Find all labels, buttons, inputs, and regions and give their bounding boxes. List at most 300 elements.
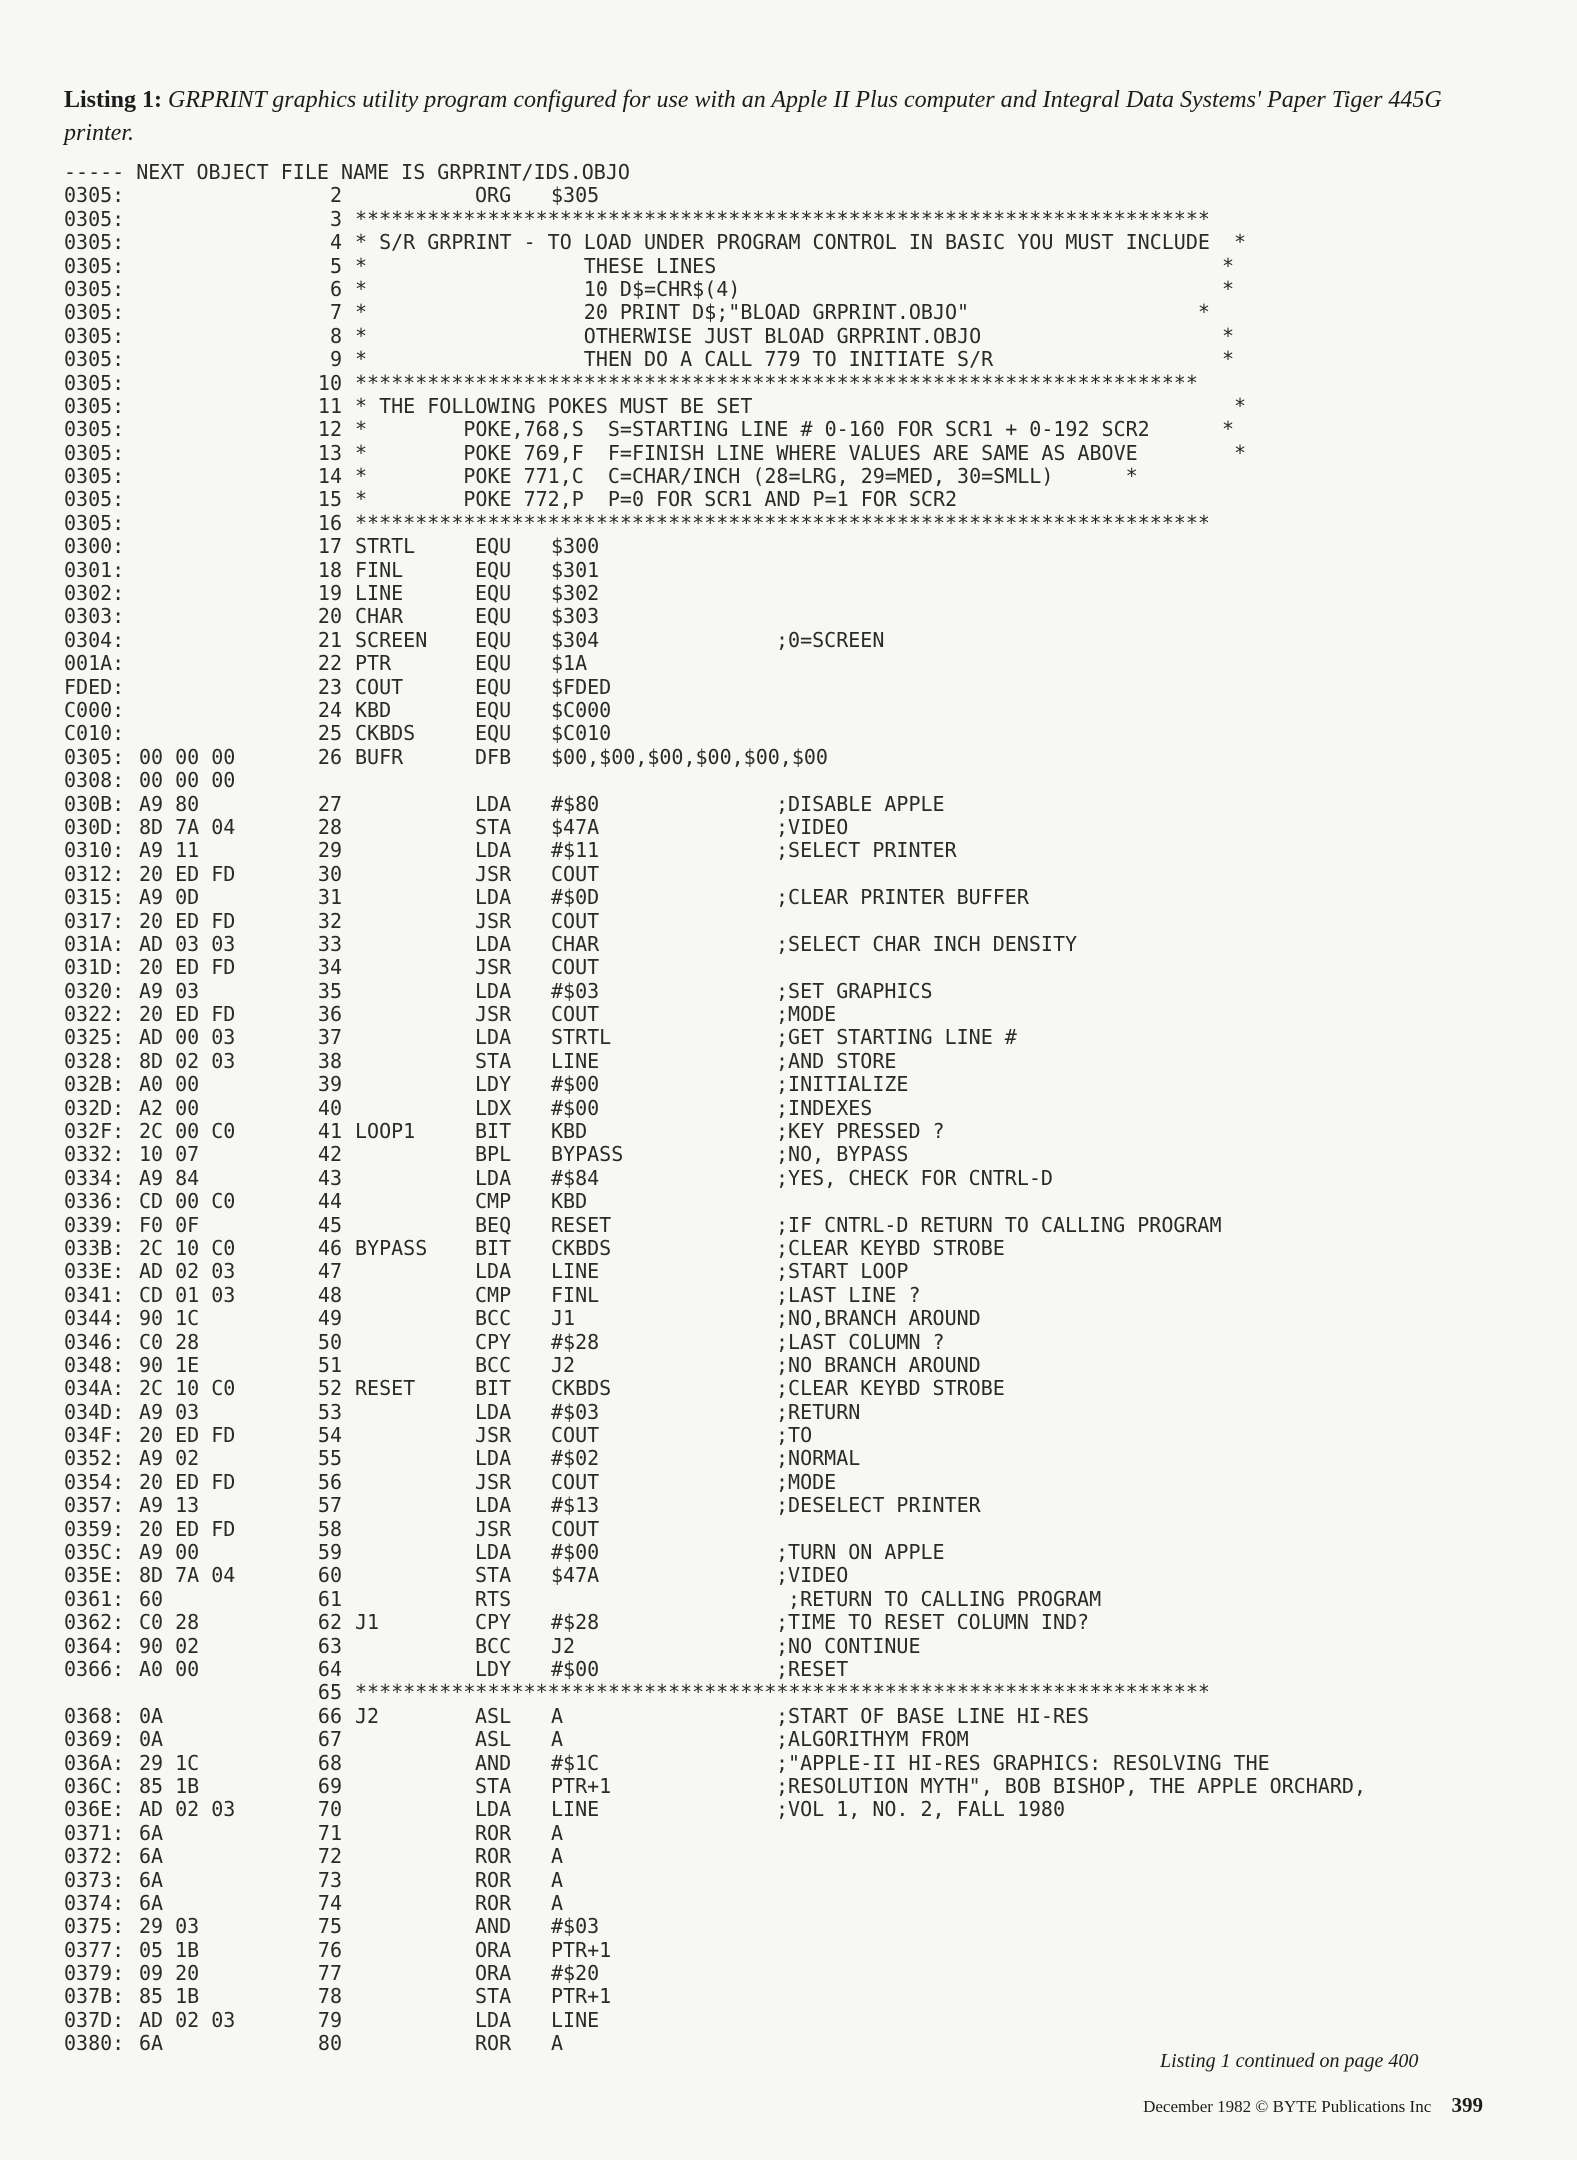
line-opcode: DFB: [475, 744, 512, 769]
line-operand: #$03: [551, 1914, 600, 1939]
listing-header: ----- NEXT OBJECT FILE NAME IS GRPRINT/IDS.OBJO: [64, 160, 630, 184]
line-address: 0346:: [64, 1329, 125, 1354]
line-number: 62: [317, 1610, 342, 1635]
line-opcode: ORA: [475, 1937, 512, 1962]
line-address: 0374:: [64, 1890, 125, 1915]
line-operand: $302: [551, 581, 600, 606]
listing-line: [64, 512, 1514, 535]
line-address: 0328:: [64, 1048, 125, 1073]
line-number: 18: [317, 557, 342, 582]
line-opcode: EQU: [475, 627, 512, 652]
line-opcode: EQU: [475, 674, 512, 699]
line-address: 0364:: [64, 1633, 125, 1658]
line-text: * THESE LINES *: [355, 253, 1234, 278]
line-address: 032F:: [64, 1119, 125, 1144]
line-operand: #$28: [551, 1329, 600, 1354]
line-address: 0344:: [64, 1306, 125, 1331]
line-bytes: AD 02 03: [139, 1259, 236, 1284]
line-bytes: 20 ED FD: [139, 1516, 236, 1541]
line-comment: ;CLEAR PRINTER BUFFER: [776, 885, 1029, 910]
line-number: 28: [317, 814, 342, 839]
line-opcode: EQU: [475, 697, 512, 722]
line-label: [355, 1331, 475, 1354]
line-comment: ;NORMAL: [776, 1446, 861, 1471]
listing-line: [64, 1588, 1514, 1611]
line-operand: COUT: [551, 1002, 600, 1027]
line-opcode: BIT: [475, 1235, 512, 1260]
listing-line: [64, 605, 1514, 628]
line-bytes: 8D 7A 04: [139, 814, 236, 839]
line-label: [355, 1214, 475, 1237]
listing-line: [64, 559, 1514, 582]
line-label: [355, 956, 475, 979]
line-operand: CHAR: [551, 931, 600, 956]
line-opcode: JSR: [475, 861, 512, 886]
line-address: 0339:: [64, 1212, 125, 1237]
line-text: ***********************************************************************: [355, 1680, 1210, 1705]
listing-line: [64, 301, 1514, 324]
line-comment: ;INITIALIZE: [776, 1072, 909, 1097]
line-label: [355, 839, 475, 862]
line-comment: ;START OF BASE LINE HI-RES: [776, 1703, 1090, 1728]
line-label: [355, 1494, 475, 1517]
line-opcode: ROR: [475, 1867, 512, 1892]
line-label: [355, 1190, 475, 1213]
line-address: 0300:: [64, 534, 125, 559]
line-operand: A: [551, 1890, 564, 1915]
line-bytes: [139, 535, 300, 558]
listing-line: [64, 1681, 1514, 1704]
line-operand: $304: [551, 627, 600, 652]
line-number: 50: [317, 1329, 342, 1354]
listing-line: [64, 652, 1514, 675]
listing-line: [64, 582, 1514, 605]
line-address: 0305:: [64, 440, 125, 465]
listing-line: [64, 1260, 1514, 1283]
line-opcode: STA: [475, 1563, 512, 1588]
line-bytes: [139, 1681, 300, 1704]
line-operand: A: [551, 1867, 564, 1892]
listing-line: [64, 1471, 1514, 1494]
line-text: * 20 PRINT D$;"BLOAD GRPRINT.OBJO" *: [355, 300, 1210, 325]
line-address: 0305:: [64, 510, 125, 535]
line-bytes: [139, 184, 300, 207]
line-bytes: 8D 02 03: [139, 1048, 236, 1073]
line-opcode: LDA: [475, 1540, 512, 1565]
line-address: 0305:: [64, 744, 125, 769]
assembly-listing: [64, 161, 1514, 2056]
line-address: 0305:: [64, 300, 125, 325]
line-label: [355, 1939, 475, 1962]
line-address: 001A:: [64, 651, 125, 676]
listing-line: [64, 1190, 1514, 1213]
line-number: 40: [317, 1095, 342, 1120]
line-comment: ;LAST COLUMN ?: [776, 1329, 945, 1354]
listing-line: [64, 1728, 1514, 1751]
line-address: 0305:: [64, 393, 125, 418]
line-label: J2: [355, 1703, 380, 1728]
line-number: 75: [317, 1914, 342, 1939]
line-bytes: 29 03: [139, 1914, 200, 1939]
line-number: 15: [317, 487, 342, 512]
line-address: 0305:: [64, 276, 125, 301]
line-opcode: CPY: [475, 1610, 512, 1635]
listing-line: [64, 278, 1514, 301]
listing-line: [64, 1097, 1514, 1120]
line-bytes: [139, 442, 300, 465]
line-opcode: ASL: [475, 1727, 512, 1752]
listing-line: [64, 722, 1514, 745]
line-operand: $47A: [551, 814, 600, 839]
line-operand: COUT: [551, 861, 600, 886]
line-operand: J2: [551, 1633, 576, 1658]
line-operand: #$00: [551, 1540, 600, 1565]
line-comment: ;RESET: [776, 1657, 849, 1681]
line-comment: ;CLEAR KEYBD STROBE: [776, 1376, 1005, 1401]
line-opcode: LDX: [475, 1095, 512, 1120]
line-address: 0302:: [64, 581, 125, 606]
line-text: * THEN DO A CALL 779 TO INITIATE S/R *: [355, 347, 1234, 372]
line-address: 0322:: [64, 1002, 125, 1027]
listing-line: [64, 1985, 1514, 2008]
line-label: CHAR: [355, 604, 404, 629]
line-number: 19: [317, 581, 342, 606]
line-opcode: [475, 769, 551, 792]
listing-line: [64, 1120, 1514, 1143]
line-number: 17: [317, 534, 342, 559]
line-bytes: [139, 348, 300, 371]
line-number: 42: [317, 1142, 342, 1167]
line-opcode: ROR: [475, 2031, 512, 2056]
line-label: [355, 816, 475, 839]
line-number: 23: [317, 674, 342, 699]
line-number: 38: [317, 1048, 342, 1073]
line-number: 10: [317, 370, 342, 395]
line-operand: [551, 1588, 776, 1611]
line-label: [355, 1143, 475, 1166]
line-text: ***********************************************************************: [355, 510, 1210, 535]
line-bytes: [139, 278, 300, 301]
line-bytes: A9 0D: [139, 885, 200, 910]
line-opcode: LDA: [475, 1446, 512, 1471]
line-number: 58: [317, 1516, 342, 1541]
line-number: 44: [317, 1189, 342, 1214]
listing-line: [64, 1377, 1514, 1400]
line-operand: $300: [551, 534, 600, 559]
line-comment: ;TO: [776, 1423, 813, 1448]
line-address: 0305:: [64, 253, 125, 278]
line-bytes: 10 07: [139, 1142, 200, 1167]
line-label: [355, 2032, 475, 2055]
line-address: 036E:: [64, 1797, 125, 1822]
line-number: 22: [317, 651, 342, 676]
line-address: 032B:: [64, 1072, 125, 1097]
line-bytes: 20 ED FD: [139, 955, 236, 980]
line-bytes: [139, 605, 300, 628]
line-operand: [551, 769, 776, 792]
line-bytes: A0 00: [139, 1072, 200, 1097]
line-label: [355, 1284, 475, 1307]
listing-line: [64, 442, 1514, 465]
line-operand: STRTL: [551, 1025, 612, 1050]
line-bytes: [139, 699, 300, 722]
line-address: 0334:: [64, 1165, 125, 1190]
listing-line: [64, 1073, 1514, 1096]
line-comment: ;LAST LINE ?: [776, 1282, 921, 1307]
line-bytes: 00 00 00: [139, 768, 236, 793]
line-number: 73: [317, 1867, 342, 1892]
page-number: 399: [1451, 2093, 1483, 2117]
line-label: RESET: [355, 1376, 416, 1401]
listing-line: [64, 535, 1514, 558]
line-address: 031A:: [64, 931, 125, 956]
line-number: 30: [317, 861, 342, 886]
line-bytes: 90 02: [139, 1633, 200, 1658]
line-number: 57: [317, 1493, 342, 1518]
line-address: 034F:: [64, 1423, 125, 1448]
page-footer: [1143, 2093, 1483, 2118]
line-comment: ;GET STARTING LINE #: [776, 1025, 1017, 1050]
line-number: 31: [317, 885, 342, 910]
line-number: 69: [317, 1773, 342, 1798]
line-bytes: A0 00: [139, 1657, 200, 1681]
line-address: 033B:: [64, 1235, 125, 1260]
line-bytes: C0 28: [139, 1610, 200, 1635]
line-opcode: LDY: [475, 1072, 512, 1097]
line-comment: ;RESOLUTION MYTH", BOB BISHOP, THE APPLE ORCHARD,: [776, 1773, 1367, 1798]
listing-line: [64, 886, 1514, 909]
line-address: 0359:: [64, 1516, 125, 1541]
listing-line: [64, 1026, 1514, 1049]
line-operand: #$13: [551, 1493, 600, 1518]
line-comment: ;DESELECT PRINTER: [776, 1493, 981, 1518]
continued-note: Listing 1 continued on page 400: [1160, 2050, 1419, 2072]
line-number: 37: [317, 1025, 342, 1050]
line-operand: LINE: [551, 1048, 600, 1073]
line-opcode: ROR: [475, 1890, 512, 1915]
line-label: [355, 1354, 475, 1377]
line-opcode: JSR: [475, 1423, 512, 1448]
line-operand: COUT: [551, 908, 600, 933]
line-bytes: 90 1C: [139, 1306, 200, 1331]
line-bytes: [139, 372, 300, 395]
line-opcode: BIT: [475, 1376, 512, 1401]
listing-line: [64, 395, 1514, 418]
line-operand: LINE: [551, 1259, 600, 1284]
line-label: [355, 1307, 475, 1330]
line-opcode: LDA: [475, 2007, 512, 2032]
line-label: [355, 863, 475, 886]
listing-line: [64, 1331, 1514, 1354]
listing-line: [64, 488, 1514, 511]
line-label: [355, 1892, 475, 1915]
line-operand: $FDED: [551, 674, 612, 699]
line-address: 0354:: [64, 1469, 125, 1494]
line-number: 66: [317, 1703, 342, 1728]
line-opcode: LDA: [475, 978, 512, 1003]
line-opcode: BEQ: [475, 1212, 512, 1237]
line-address: 0362:: [64, 1610, 125, 1635]
line-comment: ;SELECT CHAR INCH DENSITY: [776, 931, 1078, 956]
line-operand: PTR+1: [551, 1773, 612, 1798]
line-number: 47: [317, 1259, 342, 1284]
line-bytes: AD 02 03: [139, 1797, 236, 1822]
footer-credit: December 1982 © BYTE Publications Inc: [1143, 2097, 1432, 2116]
line-address: 0368:: [64, 1703, 125, 1728]
line-bytes: 29 1C: [139, 1750, 200, 1775]
line-bytes: A9 84: [139, 1165, 200, 1190]
line-operand: COUT: [551, 1423, 600, 1448]
line-bytes: 20 ED FD: [139, 1002, 236, 1027]
line-operand: $C010: [551, 721, 612, 746]
line-number: 12: [317, 417, 342, 442]
line-operand: A: [551, 1820, 564, 1845]
line-bytes: [139, 629, 300, 652]
line-number: 33: [317, 931, 342, 956]
line-opcode: ROR: [475, 1844, 512, 1869]
line-number: 6: [329, 276, 342, 301]
line-number: 48: [317, 1282, 342, 1307]
line-operand: KBD: [551, 1189, 588, 1214]
listing-line: [64, 1541, 1514, 1564]
line-opcode: LDA: [475, 1165, 512, 1190]
line-comment: ;SET GRAPHICS: [776, 978, 933, 1003]
line-bytes: 6A: [139, 2031, 164, 2056]
line-address: FDED:: [64, 674, 125, 699]
line-comment: ;"APPLE-II HI-RES GRAPHICS: RESOLVING THE: [776, 1750, 1270, 1775]
line-address: 0372:: [64, 1844, 125, 1869]
line-label: [355, 1260, 475, 1283]
listing-line: [64, 1869, 1514, 1892]
listing-line: [64, 699, 1514, 722]
line-address: 0361:: [64, 1586, 125, 1611]
line-operand: #$00: [551, 1095, 600, 1120]
line-text: ***********************************************************************: [355, 206, 1210, 231]
line-operand: COUT: [551, 955, 600, 980]
line-number: 52: [317, 1376, 342, 1401]
line-operand: FINL: [551, 1282, 600, 1307]
line-number: 39: [317, 1072, 342, 1097]
line-label: SCREEN: [355, 627, 428, 652]
line-address: 0375:: [64, 1914, 125, 1939]
line-number: 78: [317, 1984, 342, 2009]
line-bytes: 6A: [139, 1890, 164, 1915]
listing-line: [64, 933, 1514, 956]
line-operand: $47A: [551, 1563, 600, 1588]
listing-line: [64, 1752, 1514, 1775]
listing-line: [64, 1167, 1514, 1190]
line-address: 0301:: [64, 557, 125, 582]
line-label: [355, 1752, 475, 1775]
line-comment: ;ALGORITHYM FROM: [776, 1727, 969, 1752]
line-operand: LINE: [551, 2007, 600, 2032]
line-bytes: [139, 301, 300, 324]
line-operand: RESET: [551, 1212, 612, 1237]
line-bytes: 6A: [139, 1844, 164, 1869]
line-comment: ;DISABLE APPLE: [776, 791, 945, 816]
line-bytes: 90 1E: [139, 1352, 200, 1377]
line-bytes: A2 00: [139, 1095, 200, 1120]
line-bytes: A9 03: [139, 1399, 200, 1424]
line-opcode: EQU: [475, 604, 512, 629]
line-operand: COUT: [551, 1469, 600, 1494]
line-address: 0380:: [64, 2031, 125, 2056]
line-number: 61: [317, 1586, 342, 1611]
line-comment: ;NO BRANCH AROUND: [776, 1352, 981, 1377]
line-bytes: [139, 512, 300, 535]
line-bytes: 20 ED FD: [139, 861, 236, 886]
line-operand: $305: [551, 183, 600, 208]
line-address: 0310:: [64, 838, 125, 863]
line-address: 0366:: [64, 1657, 125, 1681]
line-operand: #$80: [551, 791, 600, 816]
line-bytes: [139, 722, 300, 745]
line-address: 0305:: [64, 230, 125, 255]
line-comment: ;VIDEO: [776, 1563, 849, 1588]
line-address: 035C:: [64, 1540, 125, 1565]
line-number: 27: [317, 791, 342, 816]
line-label: [355, 1424, 475, 1447]
line-bytes: [139, 325, 300, 348]
line-number: 77: [317, 1961, 342, 1986]
line-label: [355, 1915, 475, 1938]
line-opcode: BCC: [475, 1352, 512, 1377]
line-opcode: LDA: [475, 1797, 512, 1822]
line-operand: #$20: [551, 1961, 600, 1986]
line-number: 79: [317, 2007, 342, 2032]
line-number: 63: [317, 1633, 342, 1658]
line-label: [355, 1471, 475, 1494]
line-number: 21: [317, 627, 342, 652]
line-label: [355, 1003, 475, 1026]
listing-line: [64, 1307, 1514, 1330]
line-number: 45: [317, 1212, 342, 1237]
line-bytes: 6A: [139, 1820, 164, 1845]
line-operand: PTR+1: [551, 1937, 612, 1962]
listing-line: [64, 1143, 1514, 1166]
line-operand: A: [551, 2031, 564, 2056]
listing-line: [64, 231, 1514, 254]
listing-line: [64, 1798, 1514, 1821]
line-address: 0320:: [64, 978, 125, 1003]
line-opcode: CPY: [475, 1329, 512, 1354]
line-label: [355, 2009, 475, 2032]
listing-line: [64, 1237, 1514, 1260]
line-bytes: [139, 395, 300, 418]
line-opcode: LDA: [475, 1493, 512, 1518]
line-address: 033E:: [64, 1259, 125, 1284]
line-label: [355, 1658, 475, 1681]
line-comment: ;RETURN: [776, 1399, 861, 1424]
line-operand: #$00: [551, 1657, 600, 1681]
line-number: 11: [317, 393, 342, 418]
line-bytes: 05 1B: [139, 1937, 200, 1962]
listing-line: [64, 1214, 1514, 1237]
line-bytes: A9 13: [139, 1493, 200, 1518]
line-number: 60: [317, 1563, 342, 1588]
line-operand: #$02: [551, 1446, 600, 1471]
line-number: 24: [317, 697, 342, 722]
line-operand: #$00: [551, 1072, 600, 1097]
line-operand: $C000: [551, 697, 612, 722]
line-number: 29: [317, 838, 342, 863]
listing-line: [64, 839, 1514, 862]
line-label: [355, 1985, 475, 2008]
line-operand: #$84: [551, 1165, 600, 1190]
line-comment: ;TIME TO RESET COLUMN IND?: [776, 1610, 1090, 1635]
line-label: J1: [355, 1610, 380, 1635]
line-address: 0317:: [64, 908, 125, 933]
